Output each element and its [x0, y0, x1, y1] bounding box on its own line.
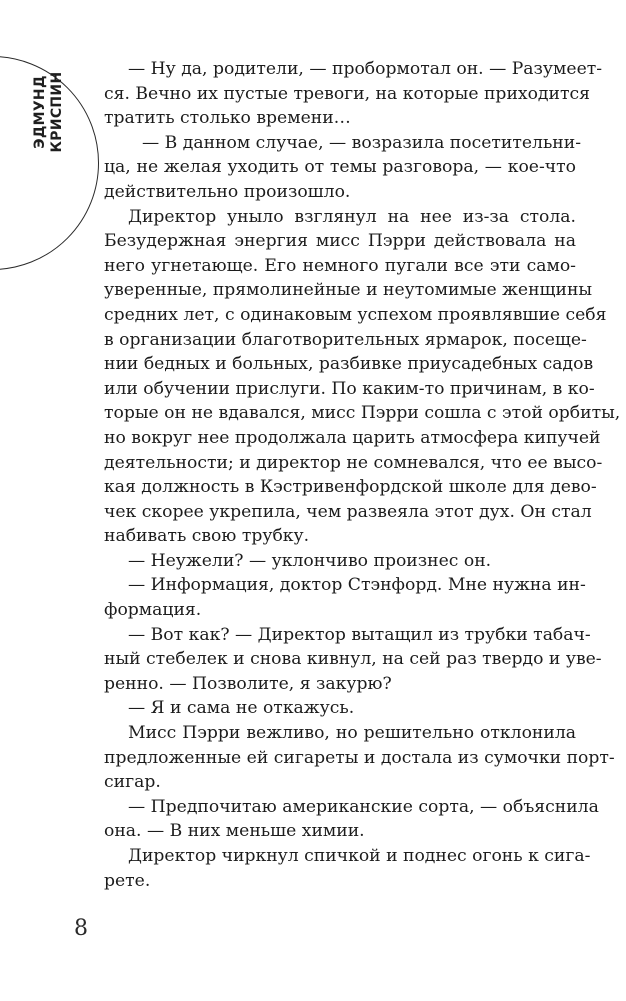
text-line: в организации благотворительных ярмарок, посеще- — [104, 329, 587, 350]
text-line: нии бедных и больных, разбивке приусадебных садов — [104, 354, 594, 375]
author-last-name: КРИСПИН — [49, 71, 65, 153]
text-line: — Неужели? — уклончиво произнес он. — [128, 550, 492, 571]
text-line: — Предпочитаю американские сорта, — объяснила — [128, 796, 599, 817]
text-line: чек скорее укрепила, чем развеяла этот дух. Он стал — [104, 501, 592, 522]
text-line: ца, не желая уходить от темы разговора, — кое-что — [104, 157, 576, 178]
text-line: набивать свою трубку. — [104, 526, 310, 547]
text-line: тратить столько времени… — [104, 108, 351, 129]
running-head-author — [32, 62, 66, 162]
text-line: деятельности; и директор не сомневался, что ее высо- — [104, 452, 603, 473]
text-line: него угнетающе. Его немного пугали все эти само- — [104, 255, 576, 276]
text-line: — Ну да, родители, — пробормотал он. — Разумеет- — [128, 59, 603, 79]
body-text — [104, 57, 621, 893]
text-line: — В данном случае, — возразила посетительни- — [142, 132, 582, 153]
author-first-name: ЭДМУНД — [32, 75, 48, 149]
text-line: Директор чиркнул спичкой и поднес огонь к сига- — [128, 846, 591, 866]
text-line: Безудержная энергия мисс Пэрри действовала на — [104, 231, 576, 252]
page-number: 8 — [74, 916, 88, 941]
text-line: ный стебелек и снова кивнул, на сей раз твердо и уве- — [104, 649, 602, 670]
text-line: или обучении прислуги. По каким-то причинам, в ко- — [104, 378, 595, 399]
text-line: — Вот как? — Директор вытащил из трубки табач- — [128, 624, 591, 645]
text-line: формация. — [104, 600, 202, 621]
text-line: Мисс Пэрри вежливо, но решительно отклонила — [128, 723, 576, 744]
text-line: рете. — [104, 870, 151, 891]
text-line: но вокруг нее продолжала царить атмосфера кипучей — [104, 427, 601, 448]
text-line: сигар. — [104, 772, 161, 793]
text-line: ренно. — Позволите, я закурю? — [104, 673, 392, 694]
text-line: ся. Вечно их пустые тревоги, на которые приходится — [104, 83, 590, 104]
text-line: предложенные ей сигареты и достала из сумочки порт- — [104, 747, 615, 768]
text-line: — Информация, доктор Стэнфорд. Мне нужна ин- — [128, 575, 586, 596]
text-line: она. — В них меньше химии. — [104, 821, 365, 842]
text-line: кая должность в Кэстривенфордской школе для дево- — [104, 477, 597, 498]
text-line: торые он не вдавался, мисс Пэрри сошла с этой орбиты, — [104, 403, 621, 424]
text-line: средних лет, с одинаковым успехом проявлявшие себя — [104, 304, 607, 325]
text-line: Директор уныло взглянул на нее из-за стола. — [128, 206, 576, 227]
text-line: уверенные, прямолинейные и неутомимые женщины — [104, 280, 593, 301]
text-line: — Я и сама не откажусь. — [128, 698, 355, 719]
text-line: действительно произошло. — [104, 181, 351, 202]
